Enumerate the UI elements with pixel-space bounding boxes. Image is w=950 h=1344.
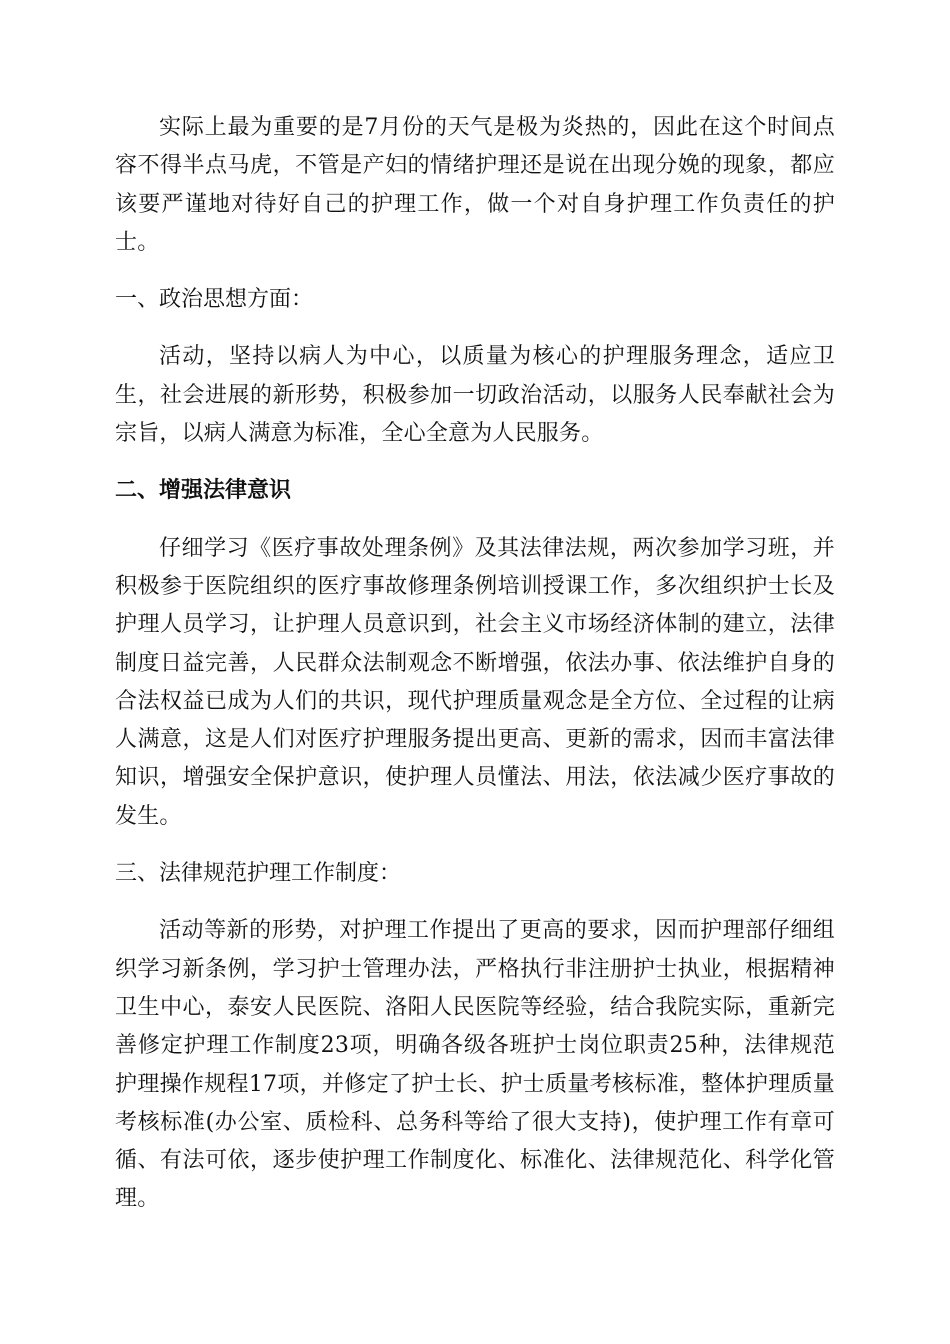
document-body bbox=[115, 109, 835, 1219]
paragraph-political-thought: 活动，坚持以病人为中心，以质量为核心的护理服务理念，适应卫生，社会进展的新形势，积极参加一切政治活动，以服务人民奉献社会为宗旨，以病人满意为标准，全心全意为人民服务。 bbox=[115, 344, 835, 447]
heading-legal-awareness: 二、增强法律意识 bbox=[115, 478, 292, 504]
paragraph-nursing-regulations: 活动等新的形势，对护理工作提出了更高的要求，因而护理部仔细组织学习新条例，学习护士管理办法，严格执行非注册护士执业，根据精神卫生中心，泰安人民医院、洛阳人民医院等经验，结合我院实际，重新完善修定护理工作制度23项，明确各级各班护士岗位职责25种，法律规范护理操作规程17项，并修定了护士长、护士质量考核标准，整体护理质量考核标准(办公室、质检科、总务科等给了很大支持)，使护理工作有章可循、有法可依，逐步使护理工作制度化、标准化、法律规范化、科学化管理。 bbox=[115, 918, 835, 1212]
heading-political-thought: 一、政治思想方面： bbox=[115, 287, 314, 313]
paragraph-intro: 实际上最为重要的是7月份的天气是极为炎热的，因此在这个时间点容不得半点马虎，不管是产妇的情绪护理还是说在出现分娩的现象，都应该要严谨地对待好自己的护理工作，做一个对自身护理工作负责任的护士。 bbox=[115, 115, 835, 255]
heading-nursing-regulations: 三、法律规范护理工作制度： bbox=[115, 861, 402, 887]
paragraph-legal-awareness: 仔细学习《医疗事故处理条例》及其法律法规，两次参加学习班，并积极参于医院组织的医疗事故修理条例培训授课工作，多次组织护士长及护理人员学习，让护理人员意识到，社会主义市场经济体制的建立，法律制度日益完善，人民群众法制观念不断增强，依法办事、依法维护自身的合法权益已成为人们的共识，现代护理质量观念是全方位、全过程的让病人满意，这是人们对医疗护理服务提出更高、更新的需求，因而丰富法律知识，增强安全保护意识，使护理人员懂法、用法，依法减少医疗事故的发生。 bbox=[115, 535, 835, 829]
